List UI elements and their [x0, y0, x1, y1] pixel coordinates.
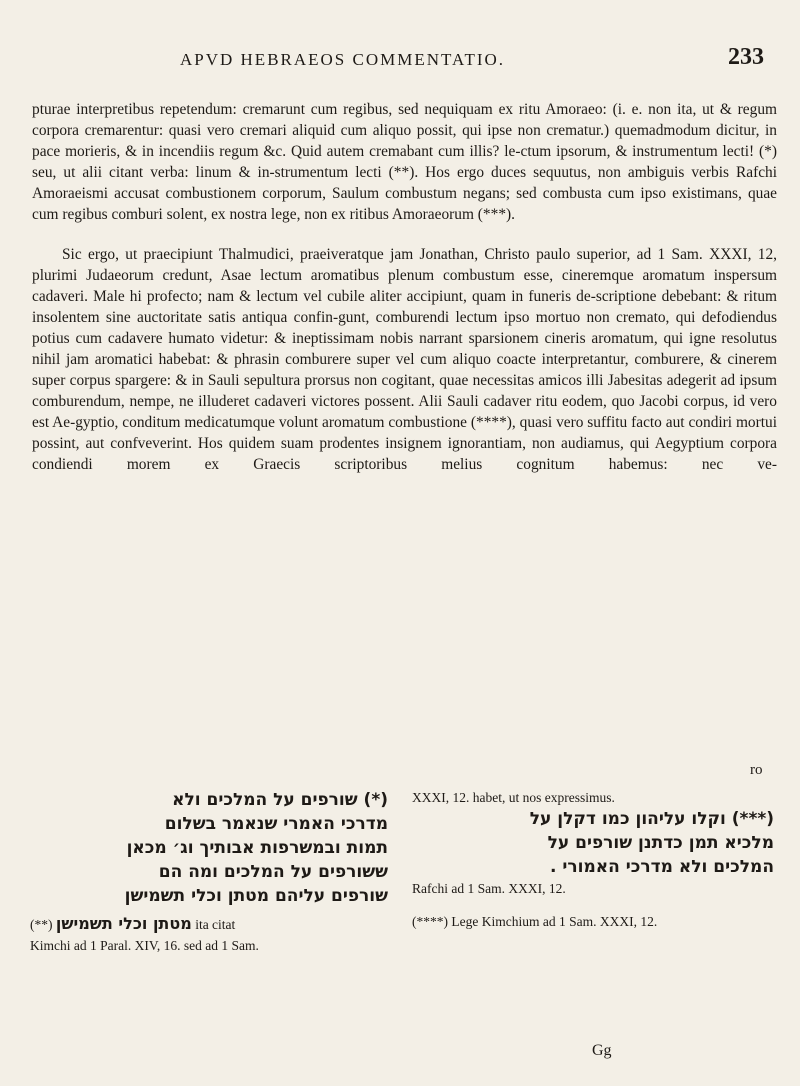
footnote-hebrew-line: מדרכי האמרי שנאמר בשלום: [164, 814, 388, 834]
footnotes-left: [30, 788, 388, 955]
footnote-continuation: XXXI, 12. habet, ut nos expressimus.: [412, 790, 615, 805]
running-header: APVD HEBRAEOS COMMENTATIO.: [180, 50, 506, 69]
paragraph-2: Sic ergo, ut praecipiunt Thalmudici, praeiveratque jam Jonathan, Christo paulo superior, ad 1 Sam. XXXI, 12, plurimi Judaeorum credunt, Asae lectum aromatibus plenum combustum esse, cineremque aromatum inspersum cadaveri. Male hi profecto; nam & lectum vel cubile aliter accipiunt, quam in funeris de-scriptione debebant: & ritum insolentem sine auctoritate satis antiqua confin-gunt, comburendi lectum ipso mortuo non cremato, qui defodiendus potius cum cadavere humato videtur: & ineptissimam nobis narrant sparsionem cineris aromatum, qui igne resolutus nihil jam aromatici habebat: & phrasin comburere super vel cum aliquo coacte interpretantur, comburere, & cinerem super corpus spargere: & in Sauli sepultura prorsus non cogitant, quae necessitas amicos illi Jabesitas adegerit ad ipsum comburendum, nempe, ne illuderet cadaveri victores possent. Alii Sauli cadaver ritu eodem, quo Jacobi corpus, id vero est Ae-gyptio, conditum medicatumque volunt aromatum combustione (****), quasi vero suffitu facto aut condiri mortui possint, aut confveverint. Hos quidem suam prodentes insignem ignorantiam, non audiamus, qui Aegyptium corpora condiendi morem ex Graecis scriptoribus melius cognitum habemus: nec ve-: [32, 246, 777, 473]
footnote-latin: ita citat: [195, 917, 236, 932]
footnote-2-source: Kimchi ad 1 Paral. XIV, 16. sed ad 1 Sam.: [30, 938, 259, 953]
footnotes-right: [412, 788, 774, 931]
page-number: 233: [728, 44, 764, 70]
footnote-hebrew-line: שורפים עליהם מטתן וכלי תשמישן: [124, 886, 388, 906]
footnote-4: (****) Lege Kimchium ad 1 Sam. XXXI, 12.: [412, 914, 658, 929]
footnote-hebrew-line: ששורפים על המלכים ומה הם: [158, 862, 388, 882]
catchword: ro: [750, 762, 763, 778]
footnote-hebrew-inline: מטתן וכלי תשמישן: [55, 914, 192, 933]
paragraph-1: pturae interpretibus repetendum: cremarunt cum regibus, sed nequiquam ex ritu Amoraeo: (i. e. non ita, ut & regum corpora cremarentur: quasi vero cremari aliquid cum aliquo possit, qui ipse non crematur.) quemadmodum dicitur, in pace morieris, & in incendiis regum &c. Quid autem cremabant cum illis? le-ctum ipsorum, & instrumentum lecti! (*) seu, ut alii citant verba: linum & in-strumentum lecti (**). Hos ergo duces sequutus, non ambiguis verbis Rafchi Amoraeismi accusat combustionem corporum, Saulum combustum negans; sed combusta cum ipso existimans, quae cum regibus comburi solent, ex nostra lege, non ex ritibus Amoraeorum (***).: [32, 101, 777, 223]
footnote-hebrew-line: תמות ובמשרפות אבותיך וג׳ מכאן: [126, 838, 388, 858]
signature-mark: Gg: [592, 1042, 612, 1059]
main-text: [32, 100, 777, 496]
footnote-source: Rafchi ad 1 Sam. XXXI, 12.: [412, 881, 566, 896]
footnote-hebrew-line: המלכים ולא מדרכי האמורי .: [550, 857, 774, 877]
footnote-hebrew-line: מלכיא תמן כדתנן שורפים על: [547, 833, 774, 853]
footnote-hebrew-line: (***) וקלו עליהון כמו דקלן על: [529, 809, 774, 829]
footnote-hebrew-line: (*) שורפים על המלכים ולא: [172, 790, 388, 810]
footnote-2-line: [30, 912, 388, 936]
footnote-marker: (**): [30, 917, 53, 932]
